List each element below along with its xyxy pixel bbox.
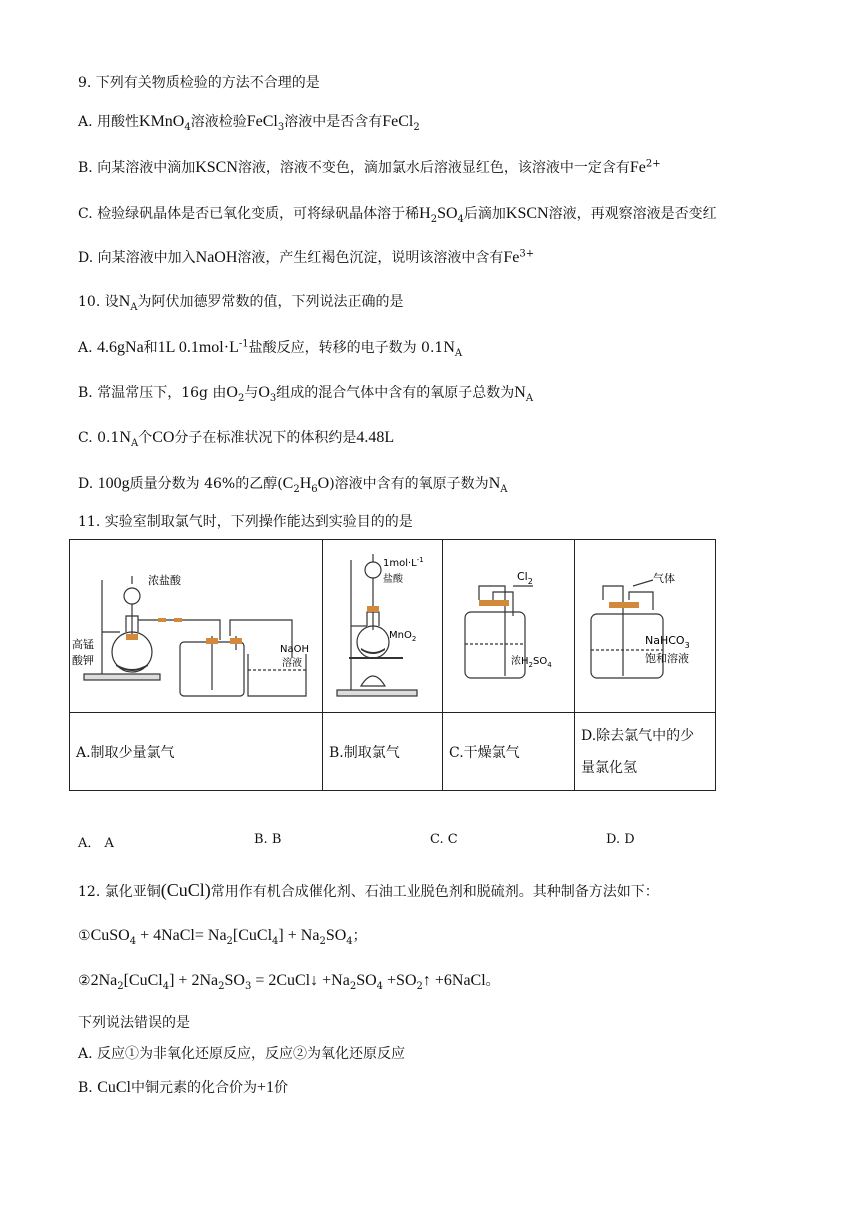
label-naoh: NaOH <box>280 644 309 655</box>
q10-option-d: D. 100g质量分数为 46%的乙醇$(C_2H_6O)$溶液中含有的氧原子数为$N_A$ <box>78 475 508 495</box>
q9-stem: 9. 下列有关物质检验的方法不合理的是 <box>78 75 320 91</box>
apparatus-a-diagram <box>70 540 322 708</box>
caption-b: B.制取氯气 <box>323 713 443 791</box>
label-gas: 气体 <box>653 572 675 585</box>
q11-option-d: D. D <box>606 832 635 847</box>
q11-option-a: A． A <box>78 836 114 851</box>
q12-option-b: B. CuCl中铜元素的化合价为+1价 <box>78 1079 289 1096</box>
q10-stem: 10. 设$N_A$为阿伏加德罗常数的值，下列说法正确的是 <box>78 293 404 313</box>
label-kmno4-1: 高锰 <box>72 638 94 651</box>
q9-option-c: C. 检验绿矾晶体是否已氧化变质，可将绿矾晶体溶于稀$H_2SO_4$后滴加KSCN溶液，再观察溶液是否变红 <box>78 205 717 225</box>
label-cl2: $Cl_2$ <box>517 570 533 586</box>
label-conc-h2so4: 浓$H_2SO_4$ <box>511 656 552 669</box>
label-1mol-l: $1mol\cdot L^{-1}$ <box>383 556 424 569</box>
q12-reaction-1: ①CuSO$_4$ + 4NaCl= $Na_2[CuCl_4] + Na_2SO_4$； <box>78 927 367 947</box>
label-saturated-solution: 饱和溶液 <box>645 652 689 665</box>
q11-apparatus-table <box>69 539 716 791</box>
figure-b-cell <box>323 540 443 713</box>
label-conc-hcl: 浓盐酸 <box>148 574 181 587</box>
q10-option-a: A. 4.6gNa和1L $0.1mol\cdot L^{-1}$盐酸反应，转移的电子数为 $0.1N_A$ <box>78 338 463 359</box>
q9-option-b: B. 向某溶液中滴加KSCN溶液，溶液不变色，滴加氯水后溶液显红色，该溶液中一定含有$Fe^{2+}$ <box>78 158 661 176</box>
caption-a: A.制取少量氯气 <box>70 713 323 791</box>
figure-d-cell <box>575 540 716 713</box>
q9-option-a: A. 用酸性KMnO$_4$溶液检验FeCl$_3$溶液中是否含有FeCl$_2$ <box>78 113 420 133</box>
q9-option-d: D. 向某溶液中加入NaOH溶液，产生红褐色沉淀，说明该溶液中含有$Fe^{3+}$ <box>78 248 535 266</box>
caption-d: D.除去氯气中的少 量氯化氢 <box>575 713 716 791</box>
label-kmno4-2: 酸钾 <box>72 654 94 667</box>
q10-option-c: C. $0.1N_A$个CO分子在标准状况下的体积约是4.48L <box>78 429 395 449</box>
q11-option-b: B. B <box>254 832 282 847</box>
label-mno2: MnO$_2$ <box>389 630 417 643</box>
apparatus-b-diagram <box>323 540 442 708</box>
q11-stem: 11. 实验室制取氯气时，下列操作能达到实验目的的是 <box>78 514 413 530</box>
apparatus-c-diagram <box>443 540 574 708</box>
apparatus-d-diagram <box>575 540 715 708</box>
q12-option-a: A. 反应①为非氧化还原反应，反应②为氧化还原反应 <box>78 1046 406 1062</box>
q12-question: 下列说法错误的是 <box>78 1015 190 1031</box>
q10-option-b: B. 常温常压下，16g 由$O_2$与$O_3$组成的混合气体中含有的氧原子总数为$N_A$ <box>78 384 534 404</box>
figure-a-cell <box>70 540 323 713</box>
q12-stem: 12. 氯化亚铜(CuCl)常用作有机合成催化剂、石油工业脱色剂和脱硫剂。其种制备方法如下： <box>78 880 659 900</box>
label-naoh-solution: 溶液 <box>282 658 302 669</box>
caption-c: C.干燥氯气 <box>443 713 575 791</box>
label-nahco3: NaHCO$_3$ <box>645 634 690 650</box>
q11-option-c: C. C <box>430 832 458 847</box>
figure-c-cell <box>443 540 575 713</box>
label-hcl: 盐酸 <box>383 574 403 585</box>
q12-reaction-2: $②2Na_2[CuCl_4] + 2Na_2SO_3$ = 2CuCl↓ $+Na_2SO_4$ $+SO_2↑$ +6NaCl。 <box>78 972 500 992</box>
